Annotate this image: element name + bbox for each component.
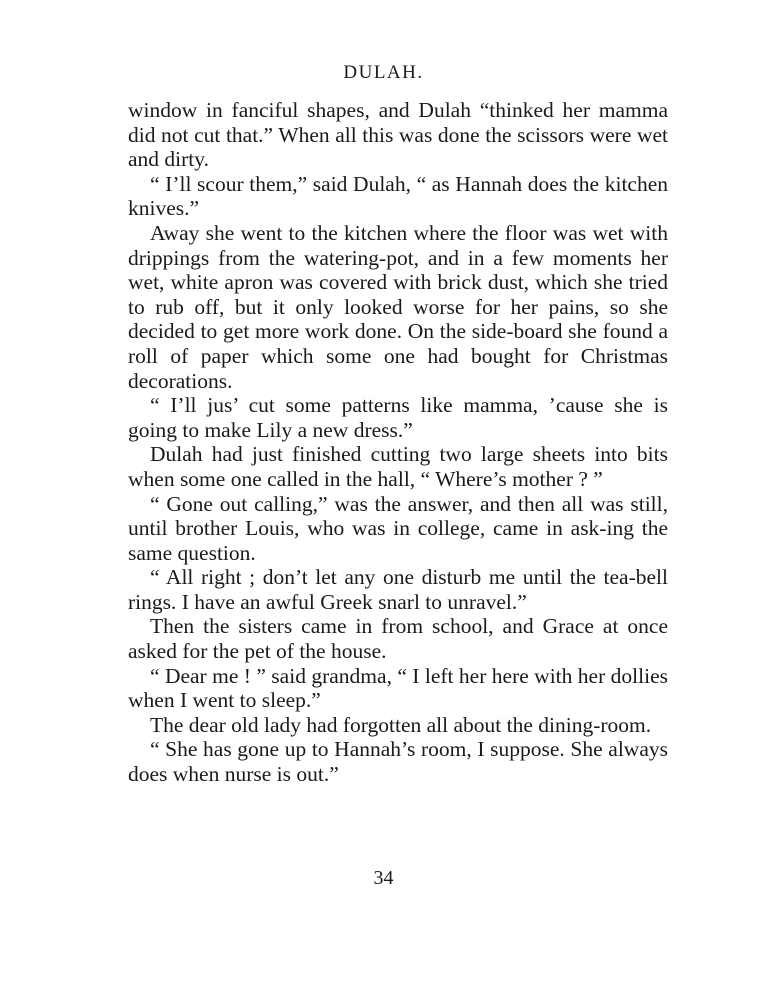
paragraph: Then the sisters came in from school, and Grace at once asked for the pet of the house. (128, 614, 668, 664)
paragraph: “ I’ll scour them,” said Dulah, “ as Hannah does the kitchen knives.” (128, 171, 668, 221)
running-title: DULAH. (343, 62, 424, 83)
paragraph: The dear old lady had forgotten all about the dining-room. (150, 712, 652, 737)
paragraph: “ She has gone up to Hannah’s room, I suppose. She always does when nurse is out.” (128, 737, 668, 787)
paragraph: “ Gone out calling,” was the answer, and then all was still, until brother Louis, who was in college, came in ask-ing the same question. (128, 491, 668, 565)
body-text (128, 98, 668, 787)
paragraph: “ I’ll jus’ cut some patterns like mamma, ’cause she is going to make Lily a new dress.” (128, 393, 668, 442)
page-number: 34 (373, 867, 394, 889)
paragraph: “ All right ; don’t let any one disturb me until the tea-bell rings. I have an awful Greek snarl to unravel.” (128, 565, 668, 614)
paragraph: window in fanciful shapes, and Dulah “thinked her mamma did not cut that.” When all this was done the scissors were wet and dirty. (128, 98, 668, 172)
paragraph: “ Dear me ! ” said grandma, “ I left her here with her dollies when I went to sleep.” (128, 663, 668, 713)
paragraph: Dulah had just finished cutting two large sheets into bits when some one called in the hall, “ Where’s mother ? ” (128, 442, 668, 491)
paragraph: Away she went to the kitchen where the floor was wet with drippings from the watering-pot, and in a few moments her wet, white apron was covered with brick dust, which she tried to rub off, but it only looked worse for her pains, so she decided to get more work done. On the side-board she found a roll of paper which some one had bought for Christmas decorations. (128, 220, 668, 393)
